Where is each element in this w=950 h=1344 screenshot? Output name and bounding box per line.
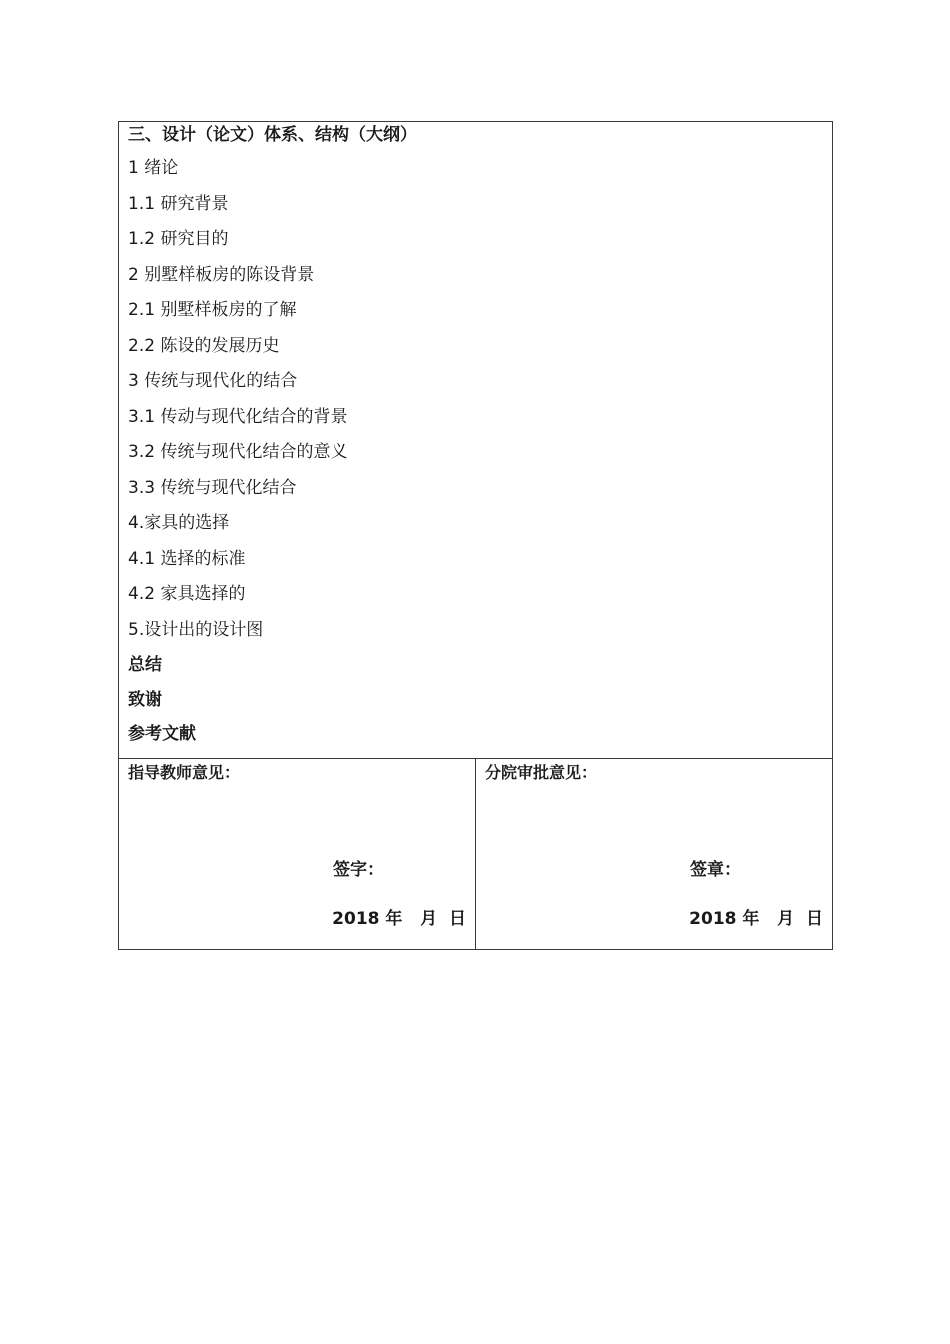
outline-item: 5.设计出的设计图 bbox=[128, 619, 264, 640]
opinion-row bbox=[119, 759, 833, 950]
outline-item: 1.2 研究目的 bbox=[128, 229, 229, 249]
outline-cell bbox=[119, 122, 833, 759]
department-opinion-title: 分院审批意见： bbox=[485, 763, 598, 782]
proposal-form-table bbox=[118, 121, 833, 950]
outline-item: 2.1 别墅样板房的了解 bbox=[128, 300, 297, 320]
outline-item: 3 传统与现代化的结合 bbox=[128, 371, 298, 391]
outline-heading: 三、设计（论文）体系、结构（大纲） bbox=[128, 125, 417, 145]
outline-item: 总结 bbox=[128, 655, 162, 675]
advisor-date: 2018 年 月 日 bbox=[332, 909, 466, 929]
outline-item: 3.1 传动与现代化结合的背景 bbox=[128, 406, 348, 427]
outline-item: 2 别墅样板房的陈设背景 bbox=[128, 264, 315, 285]
advisor-opinion-cell bbox=[119, 759, 476, 950]
outline-item: 4.家具的选择 bbox=[128, 513, 230, 533]
department-opinion-cell bbox=[476, 759, 833, 950]
outline-item: 2.2 陈设的发展历史 bbox=[128, 335, 280, 356]
advisor-signature-label: 签字： bbox=[333, 860, 384, 880]
outline-item: 3.3 传统与现代化结合 bbox=[128, 477, 297, 498]
outline-item: 致谢 bbox=[128, 689, 162, 710]
outline-item: 1 绪论 bbox=[128, 158, 179, 178]
department-seal-label: 签章： bbox=[690, 860, 741, 880]
department-date: 2018 年 月 日 bbox=[689, 909, 823, 929]
outline-list bbox=[128, 151, 832, 752]
outline-item: 参考文献 bbox=[128, 724, 196, 744]
outline-item: 3.2 传统与现代化结合的意义 bbox=[128, 442, 348, 462]
advisor-opinion-title: 指导教师意见： bbox=[128, 763, 241, 782]
outline-item: 1.1 研究背景 bbox=[128, 193, 229, 214]
outline-item: 4.2 家具选择的 bbox=[128, 584, 246, 604]
outline-item: 4.1 选择的标准 bbox=[128, 548, 246, 569]
outline-row bbox=[119, 122, 833, 759]
